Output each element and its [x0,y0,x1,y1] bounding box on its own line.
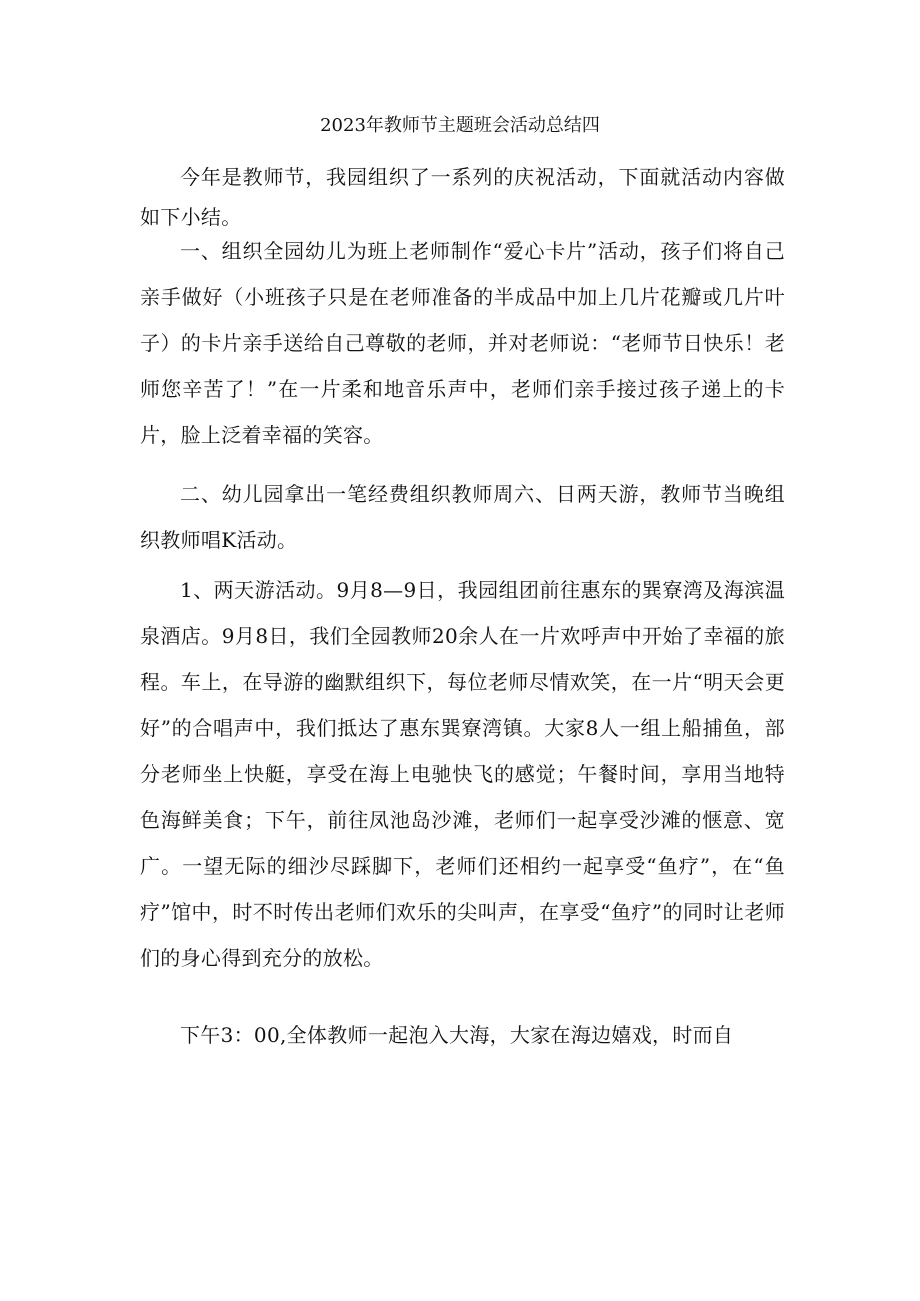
paragraph-love-card: 一、组织全园幼儿为班上老师制作“爱心卡片”活动，孩子们将自己亲手做好（小班孩子只是在老师准备的半成品中加上几片花瓣或几片叶子）的卡片亲手送给自己尊敬的老师，并对老师说：“老师节日快乐！老师您辛苦了！”在一片柔和地音乐声中，老师们亲手接过孩子递上的卡片，脸上泛着幸福的笑容。 [140,239,785,447]
paragraph-intro: 今年是教师节，我园组织了一系列的庆祝活动，下面就活动内容做如下小结。 [140,165,785,229]
document-title: 2023年教师节主题班会活动总结四 [320,115,600,136]
paragraph-afternoon: 下午3：00,全体教师一起泡入大海，大家在海边嬉戏，时而自 [180,1023,734,1047]
paragraph-trip-details: 1、两天游活动。9月8—9日，我园组团前往惠东的巽寮湾及海滨温泉酒店。9月8日，我们全园教师20余人在一片欢呼声中开始了幸福的旅程。车上，在导游的幽默组织下，每位老师尽情欢笑，在一片“明天会更好”的合唱声中，我们抵达了惠东巽寮湾镇。大家8人一组上船捕鱼，部分老师坐上快艇，享受在海上电驰快飞的感觉；午餐时间，享用当地特色海鲜美食；下午，前往凤池岛沙滩，老师们一起享受沙滩的惬意、宽广。一望无际的细沙尽踩脚下，老师们还相约一起享受“鱼疗”，在“鱼疗”馆中，时不时传出老师们欢乐的尖叫声，在享受“鱼疗”的同时让老师们的身心得到充分的放松。 [140,578,785,970]
paragraph-two-day-trip: 二、幼儿园拿出一笔经费组织教师周六、日两天游，教师节当晚组织教师唱K活动。 [140,482,785,552]
